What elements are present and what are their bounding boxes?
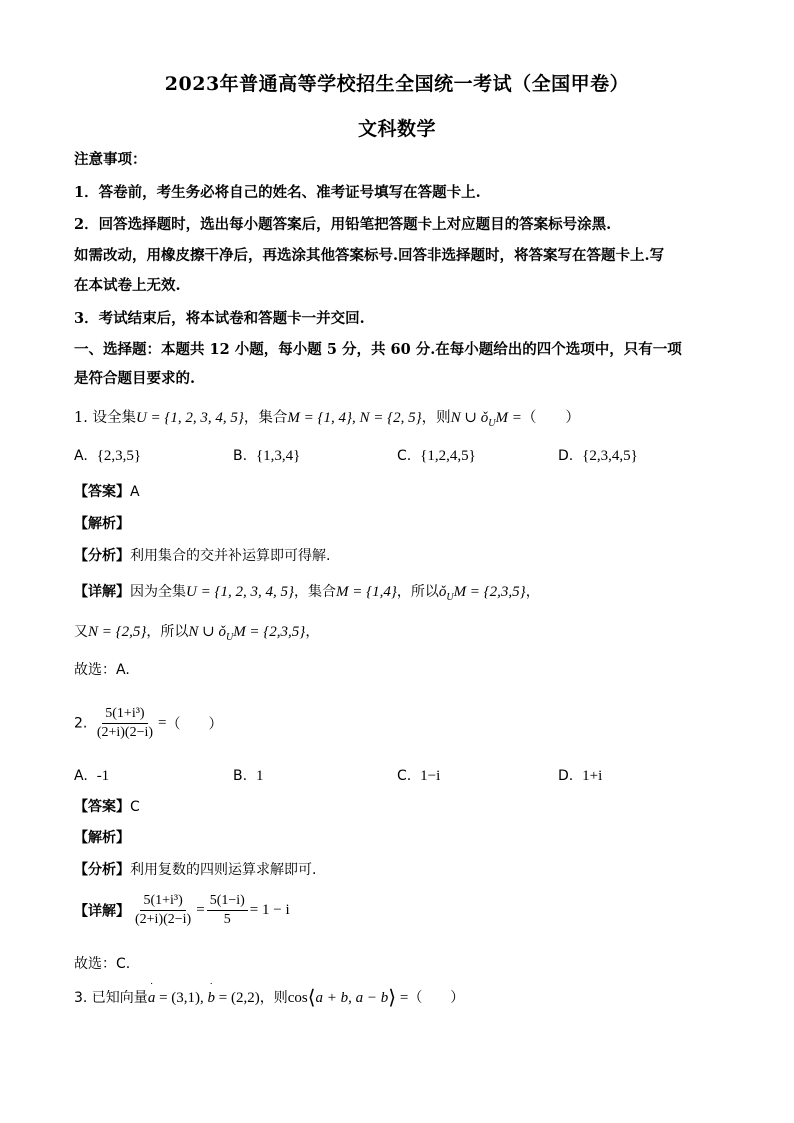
- question-1: [74, 408, 580, 434]
- q2-fraction: $\frac{\text{5(1+i³)}}{(2+i)(2-i)}$: [96, 706, 154, 740]
- note-2-continued: 如需改动，用橡皮擦干净后，再选涂其他答案标号.回答非选择题时，将答案写在答题卡上.写: [74, 247, 665, 264]
- vector-a: ˙ a: [148, 988, 156, 1008]
- q2-option-b: B. 1: [233, 768, 264, 784]
- q1-sets-mn: M = {1, 4}, N = {2, 5}: [287, 410, 422, 426]
- q1-fenxi: 【分析】利用集合的交并补运算即可得解.: [74, 548, 331, 564]
- note-1: 1．答卷前，考生务必将自己的姓名、准考证号填写在答题卡上.: [74, 184, 481, 201]
- q1-text-set: ，集合: [243, 410, 288, 426]
- q1-choose: 故选：A.: [74, 662, 130, 678]
- q1-text-then: ，则: [421, 410, 451, 426]
- note-2-end: 在本试卷上无效.: [74, 277, 181, 294]
- q1-answer: 【答案】A: [74, 484, 140, 500]
- page-subtitle: 文科数学: [357, 118, 436, 140]
- q2-analysis-tag: 【解析】: [74, 830, 130, 846]
- q1-option-a: A. {2,3,5}: [74, 448, 142, 464]
- notes-heading: 注意事项：: [74, 151, 147, 168]
- q1-option-d: D. {2,3,4,5}: [558, 448, 638, 464]
- q1-option-b: B. {1,3,4}: [233, 448, 301, 464]
- q2-option-c: C. 1−i: [397, 768, 441, 784]
- vector-b: ˙ b: [208, 988, 216, 1008]
- question-3: 3. 已知向量˙ a = (3,1), ˙ b = (2,2)，则cos⟨a + b, a − b⟩ =（ ）: [74, 988, 464, 1008]
- q1-number: 1. 设全集: [74, 410, 136, 426]
- page-title: 2023年普通高等学校招生全国统一考试（全国甲卷）: [164, 73, 630, 95]
- q2-detail-fraction-2: $\frac{5(1-i)}{5}$: [207, 893, 248, 928]
- q1-detail-line-2: 又N = {2,5}，所以N ∪ $ǒ_UM = \{2,3,5\}$，: [74, 624, 320, 643]
- q1-option-c: C. {1,2,4,5}: [397, 448, 476, 464]
- q2-option-d: D. 1+i: [558, 768, 603, 784]
- q1-detail-line-1: 【详解】因为全集U = {1, 2, 3, 4, 5}，集合M = {1,4}，所以$ǒ_UM = \{2,3,5\}$，: [74, 584, 540, 603]
- q1-paren: （ ）: [521, 410, 580, 426]
- q1-expression: N ∪ $ǒ_UM$ =: [450, 410, 522, 429]
- note-2: 2．回答选择题时，选出每小题答案后，用铅笔把答题卡上对应题目的答案标号涂黑.: [74, 216, 612, 233]
- section-heading-continued: 是符合题目要求的.: [74, 370, 196, 387]
- q2-detail-fraction-1: $\frac{\text{5(1+i³)}}{(2+i)(2-i)}$: [135, 893, 192, 927]
- q3-vector-expression: a + b, a − b: [315, 990, 389, 1006]
- section-heading: 一、选择题：本题共 12 小题，每小题 5 分，共 60 分.在每小题给出的四个选项中，只有一项: [74, 341, 682, 358]
- q1-analysis-tag: 【解析】: [74, 516, 130, 532]
- q2-fenxi: 【分析】利用复数的四则运算求解即可.: [74, 862, 317, 878]
- q2-option-a: A. -1: [74, 768, 110, 784]
- question-2: 2. $\frac{\text{5(1+i³)}}{(2+i)(2-i)}$ =（ ）: [74, 706, 223, 740]
- q1-universal-set: U = {1, 2, 3, 4, 5}: [135, 410, 244, 426]
- q2-detail: 【详解】 $\frac{\text{5(1+i³)}}{(2+i)(2-i)}$ = $\frac{5(1-i)}{5}$ = 1 − i: [74, 893, 290, 927]
- q2-answer: 【答案】C: [74, 799, 140, 815]
- note-3: 3．考试结束后，将本试卷和答题卡一并交回.: [74, 310, 365, 327]
- q2-choose: 故选：C.: [74, 956, 131, 972]
